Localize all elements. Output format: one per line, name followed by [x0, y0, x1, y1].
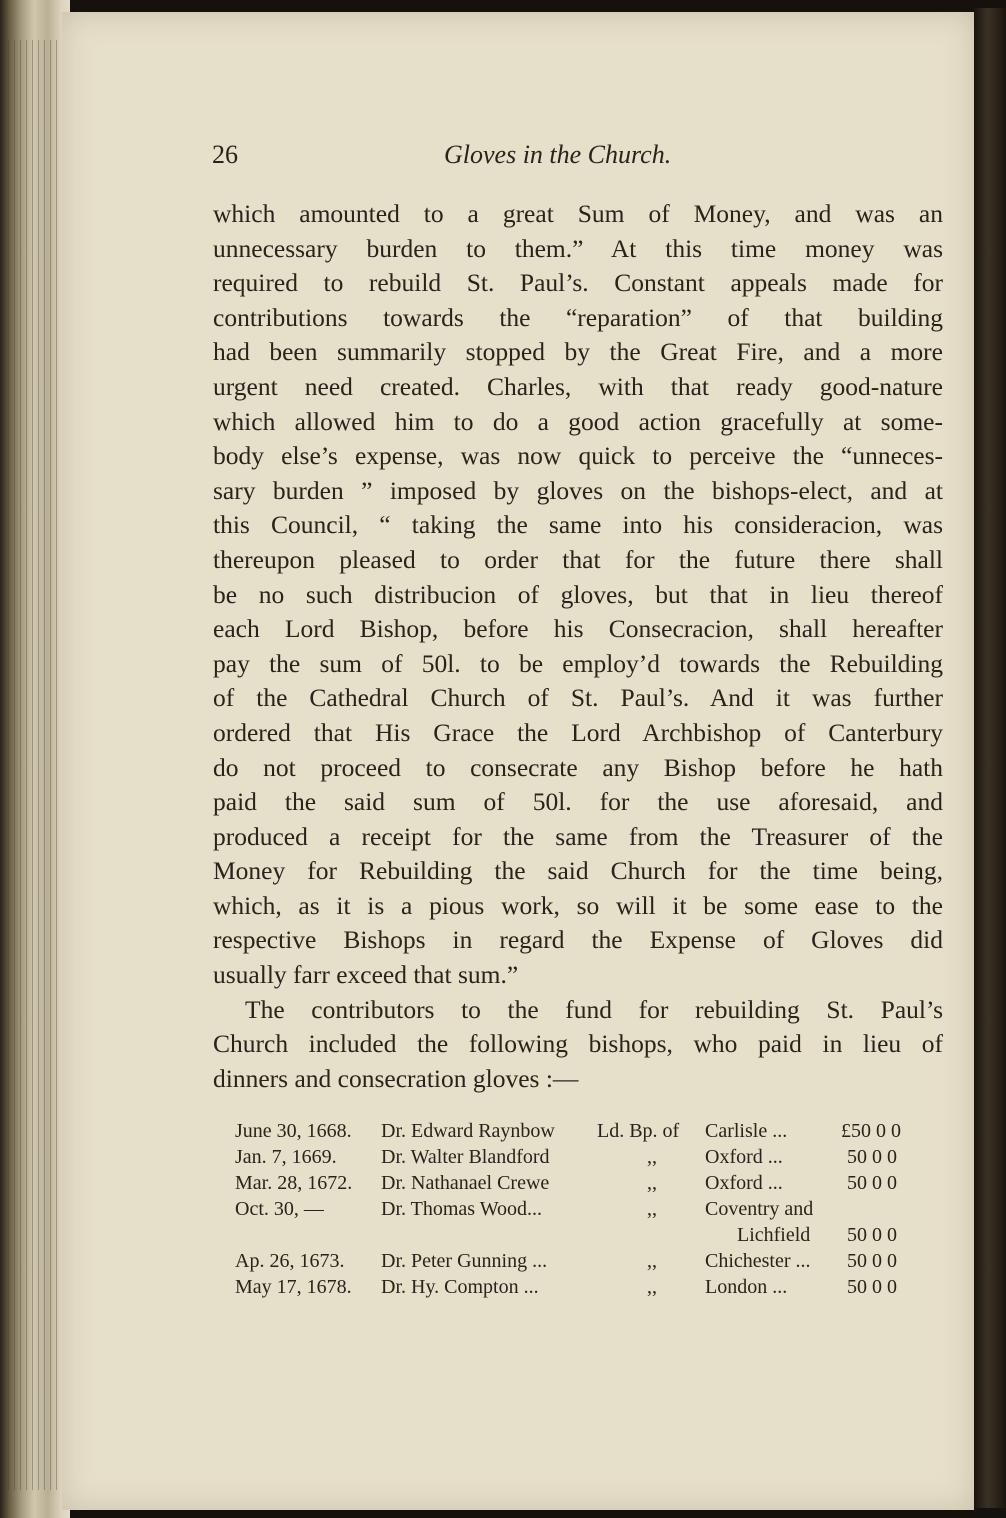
text-line: which allowed him to do a good action gracefully at some- [213, 406, 943, 436]
text-line: produced a receipt for the same from the Treasurer of the [213, 821, 943, 851]
row-name: Dr. Peter Gunning ... [381, 1250, 548, 1272]
text-line: respective Bishops in regard the Expense of Gloves did [213, 925, 943, 955]
row-date: Mar. 28, 1672. [235, 1172, 353, 1194]
row-amount: 50 0 0 [847, 1172, 897, 1194]
text-line: contributions towards the “reparation” of that building [213, 302, 943, 332]
bishops-contributions-table [235, 1118, 935, 1300]
row-amount: 50 0 0 [847, 1146, 897, 1168]
text-line: sary burden ” imposed by gloves on the bishops-elect, and at [213, 475, 943, 505]
row-amount: 50 0 0 [847, 1250, 897, 1272]
text-line: which amounted to a great Sum of Money, and was an [213, 199, 943, 228]
chapter-title: Gloves in the Church. [444, 140, 672, 169]
table-row [235, 1274, 935, 1300]
row-ditto: ,, [647, 1250, 657, 1272]
row-see: London ... [705, 1276, 788, 1298]
text-line: urgent need created. Charles, with that ready good-nature [213, 371, 943, 401]
row-see: Oxford ... [705, 1172, 783, 1194]
table-row [235, 1222, 935, 1248]
row-amount: £50 0 0 [841, 1120, 901, 1142]
table-row [235, 1248, 935, 1274]
row-name: Dr. Nathanael Crewe [381, 1172, 550, 1194]
text-line: Money for Rebuilding the said Church for the time being, [213, 856, 943, 886]
row-ditto: ,, [647, 1276, 657, 1298]
page-number: 26 [212, 140, 238, 169]
page-edges [8, 40, 62, 1490]
row-see: Lichfield [737, 1224, 811, 1246]
text-line: this Council, “ taking the same into his consideracion, was [213, 510, 943, 540]
row-date: Jan. 7, 1669. [235, 1146, 337, 1168]
text-line: which, as it is a pious work, so will it be some ease to the [213, 890, 943, 920]
table-row [235, 1196, 935, 1222]
text-line: each Lord Bishop, before his Consecracion, shall hereafter [213, 614, 943, 644]
text-line: thereupon pleased to order that for the future there shall [213, 544, 943, 574]
row-ditto: ,, [647, 1198, 657, 1220]
text-line: had been summarily stopped by the Great Fire, and a more [213, 337, 943, 367]
table-row [235, 1144, 935, 1170]
row-date: Ap. 26, 1673. [235, 1250, 345, 1272]
row-amount: 50 0 0 [847, 1224, 897, 1246]
right-page-edge [974, 8, 1006, 1508]
text-line: dinners and consecration gloves :— [213, 1063, 579, 1093]
row-name: Dr. Thomas Wood... [381, 1198, 542, 1220]
row-date: Oct. 30, — [235, 1198, 324, 1220]
row-see: Oxford ... [705, 1146, 783, 1168]
row-name: Dr. Edward Raynbow [381, 1120, 555, 1142]
row-see: Chichester ... [705, 1250, 811, 1272]
text-line: required to rebuild St. Paul’s. Constant appeals made for [213, 268, 943, 298]
table-row [235, 1170, 935, 1196]
table-row [235, 1118, 935, 1144]
text-line: do not proceed to consecrate any Bishop before he hath [213, 752, 943, 782]
row-amount: 50 0 0 [847, 1276, 897, 1298]
text-line: unnecessary burden to them.” At this time money was [213, 233, 943, 263]
row-date: May 17, 1678. [235, 1276, 352, 1298]
text-line: body else’s expense, was now quick to perceive the “unneces- [213, 441, 943, 471]
row-ditto: ,, [647, 1146, 657, 1168]
text-line: ordered that His Grace the Lord Archbishop of Canterbury [213, 717, 943, 747]
text-line: pay the sum of 50l. to be employ’d towards the Rebuilding [213, 648, 943, 678]
row-name: Dr. Walter Blandford [381, 1146, 550, 1168]
running-head [212, 140, 942, 176]
book-spine-gutter [0, 0, 70, 1518]
text-line: usually farr exceed that sum.” [213, 960, 519, 990]
row-ditto: ,, [647, 1172, 657, 1194]
text-line: be no such distribucion of gloves, but that in lieu thereof [213, 579, 943, 609]
row-title: Ld. Bp. of [597, 1120, 680, 1142]
text-line: The contributors to the fund for rebuilding St. Paul’s [245, 994, 943, 1024]
row-date: June 30, 1668. [235, 1120, 352, 1142]
text-line: of the Cathedral Church of St. Paul’s. And it was further [213, 683, 943, 713]
body-text [213, 197, 943, 1096]
row-see: Coventry and [705, 1198, 814, 1220]
row-see: Carlisle ... [705, 1120, 788, 1142]
text-line: paid the said sum of 50l. for the use aforesaid, and [213, 787, 943, 817]
row-name: Dr. Hy. Compton ... [381, 1276, 539, 1298]
text-line: Church included the following bishops, who paid in lieu of [213, 1029, 943, 1059]
